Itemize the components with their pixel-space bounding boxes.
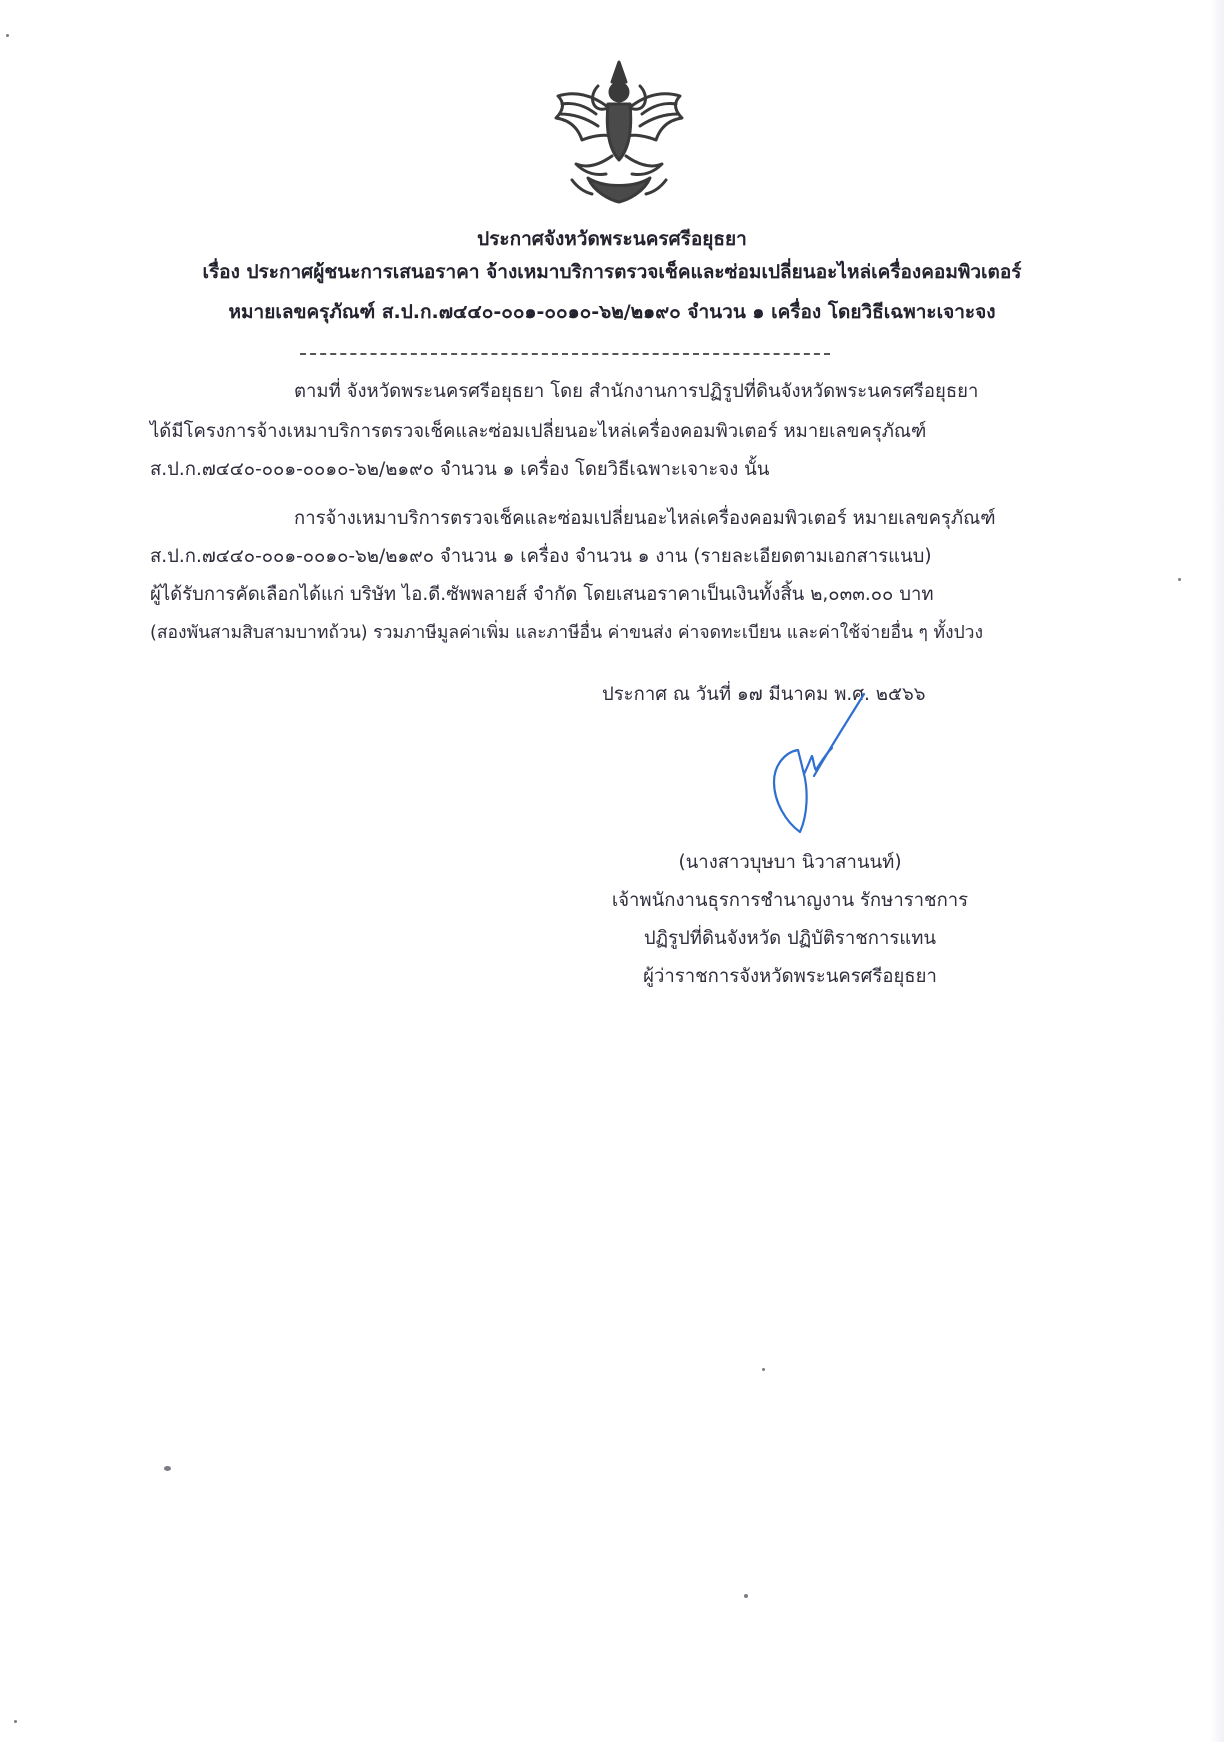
header-divider: [300, 353, 830, 355]
paragraph-1-line-2: ได้มีโครงการจ้างเหมาบริการตรวจเช็คและซ่อมเปลี่ยนอะไหล่เครื่องคอมพิวเตอร์ หมายเลขครุภัณฑ์: [150, 421, 927, 442]
signatory-position-line-1: เจ้าพนักงานธุรการชำนาญงาน รักษาราชการ: [611, 890, 969, 911]
paragraph-1-line-1: ตามที่ จังหวัดพระนครศรีอยุธยา โดย สำนักงานการปฏิรูปที่ดินจังหวัดพระนครศรีอยุธยา: [294, 381, 979, 402]
paragraph-1-line-3: ส.ป.ก.๗๔๔๐-๐๐๑-๐๐๑๐-๖๒/๒๑๙๐ จำนวน ๑ เครื่อง โดยวิธีเฉพาะเจาะจง นั้น: [150, 459, 770, 480]
handwritten-signature: [752, 690, 872, 850]
paragraph-2-line-2: ส.ป.ก.๗๔๔๐-๐๐๑-๐๐๑๐-๖๒/๒๑๙๐ จำนวน ๑ เครื่อง จำนวน ๑ งาน (รายละเอียดตามเอกสารแนบ): [150, 546, 932, 567]
paragraph-2-line-3: ผู้ได้รับการคัดเลือกได้แก่ บริษัท ไอ.ดี.ซัพพลายส์ จำกัด โดยเสนอราคาเป็นเงินทั้งสิ้น ๒,๐๓๓.๐๐ บาท: [150, 584, 934, 605]
signatory-name: (นางสาวบุษบา นิวาสานนท์): [678, 852, 902, 873]
announcement-asset-line: หมายเลขครุภัณฑ์ ส.ป.ก.๗๔๔๐-๐๐๑-๐๐๑๐-๖๒/๒๑๙๐ จำนวน ๑ เครื่อง โดยวิธีเฉพาะเจาะจง: [228, 301, 996, 323]
paragraph-2-line-4: (สองพันสามสิบสามบาทถ้วน) รวมภาษีมูลค่าเพิ่ม และภาษีอื่น ค่าขนส่ง ค่าจดทะเบียน และค่าใช้จ่ายอื่น ๆ ทั้งปวง: [150, 623, 984, 643]
signatory-position-line-2: ปฏิรูปที่ดินจังหวัด ปฏิบัติราชการแทน: [643, 928, 937, 949]
paragraph-2-line-1: การจ้างเหมาบริการตรวจเช็คและซ่อมเปลี่ยนอะไหล่เครื่องคอมพิวเตอร์ หมายเลขครุภัณฑ์: [294, 508, 996, 529]
announcement-subject: เรื่อง ประกาศผู้ชนะการเสนอราคา จ้างเหมาบริการตรวจเช็คและซ่อมเปลี่ยนอะไหล่เครื่องคอมพิวเตอร์: [202, 261, 1022, 283]
scan-speck: [164, 1466, 171, 1471]
scan-speck: [6, 34, 9, 37]
scan-speck: [762, 1368, 765, 1371]
garuda-emblem: [548, 56, 690, 206]
announcement-title: ประกาศจังหวัดพระนครศรีอยุธยา: [477, 228, 747, 250]
scan-speck: [1178, 578, 1181, 581]
page-edge-shadow: [1210, 0, 1224, 1742]
announcement-date: ประกาศ ณ วันที่ ๑๗ มีนาคม พ.ศ. ๒๕๖๖: [602, 684, 926, 705]
scan-speck: [14, 1720, 17, 1723]
scan-speck: [744, 1594, 748, 1598]
signatory-position-line-3: ผู้ว่าราชการจังหวัดพระนครศรีอยุธยา: [643, 966, 937, 987]
